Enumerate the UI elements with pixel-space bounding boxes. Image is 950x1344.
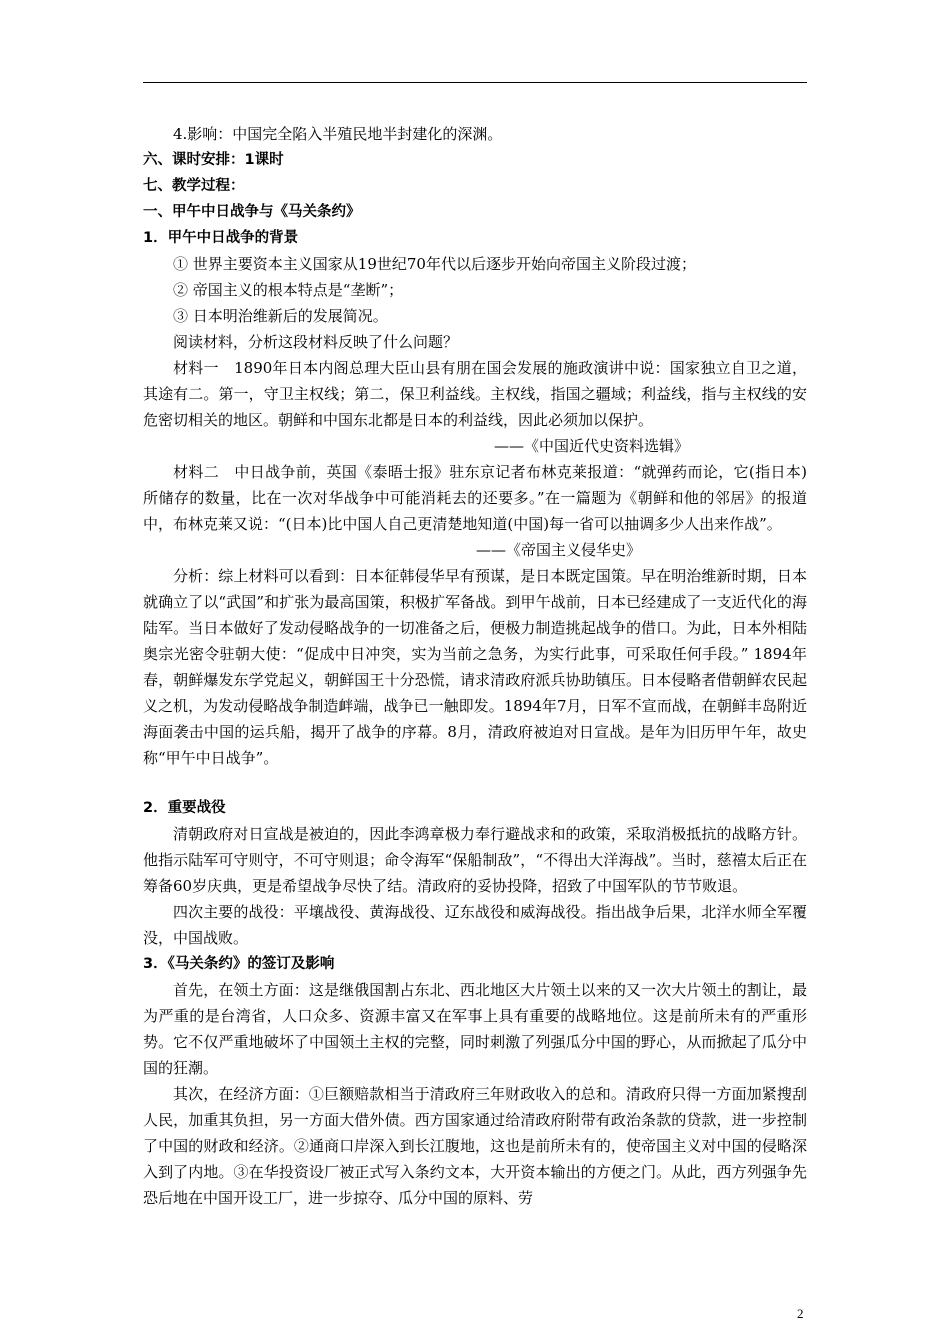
paragraph-gap [143, 771, 807, 795]
subheading-battles: 2．重要战役 [143, 800, 226, 816]
treaty-territory-paragraph: 首先，在领土方面：这是继俄国割占东北、西北地区大片领土以来的又一次大片领土的割让，最为严重的是台湾省，人口众多、资源丰富又在军事上具有重要的战略地位。这是前所未有的严重形势。它不仅严重地破坏了中国领土主权的完整，同时刺激了列强瓜分中国的野心，从而掀起了瓜分中国的狂潮。 [143, 981, 807, 1077]
page-number: 2 [797, 1306, 804, 1321]
subheading-background: 1．甲午中日战争的背景 [143, 230, 299, 246]
material-one-source: ——《中国近代史资料选辑》 [493, 437, 689, 455]
section-heading-schedule: 六、课时安排：1课时 [143, 152, 284, 168]
list-item: ② 帝国主义的根本特点是“垄断”； [173, 281, 404, 299]
material-two: 材料二 中日战争前，英国《泰晤士报》驻东京记者布林克莱报道：“就弹药而论，它(指日本)所储存的数量，比在一次对华战争中可能消耗去的还要多。”在一篇题为《朝鲜和他的邻居》的报道中，布林克莱又说：“(日本)比中国人自己更清楚地知道(中国)每一省可以抽调多少人出来作战”。 [143, 463, 807, 533]
section-heading-process: 七、教学过程： [143, 178, 245, 194]
treaty-economy-paragraph: 其次，在经济方面：①巨额赔款相当于清政府三年财政收入的总和。清政府只得一方面加紧搜刮人民，加重其负担，另一方面大借外债。西方国家通过给清政府附带有政治条款的贷款，进一步控制了中国的财政和经济。②通商口岸深入到长江腹地，这也是前所未有的，使帝国主义对中国的侵略深入到了内地。③在华投资设厂被正式写入条约文本，大开资本输出的方便之门。从此，西方列强争先恐后地在中国开设工厂，进一步掠夺、瓜分中国的原料、劳 [143, 1085, 807, 1207]
list-item: ① 世界主要资本主义国家从19世纪70年代以后逐步开始向帝国主义阶段过渡； [173, 255, 696, 273]
list-item: ③ 日本明治维新后的发展简况。 [173, 307, 388, 325]
subheading-treaty: 3．《马关条约》的签订及影响 [143, 956, 335, 972]
analysis-paragraph: 分析：综上材料可以看到：日本征韩侵华早有预谋，是日本既定国策。早在明治维新时期，日本就确立了以“武国”和扩张为最高国策，积极扩军备战。到甲午战前，日本已经建成了一支近代化的海陆军。当日本做好了发动侵略战争的一切准备之后，便极力制造挑起战争的借口。为此，日本外相陆奥宗光密令驻朝大使：“促成中日冲突，实为当前之急务，为实行此事，可采取任何手段。” 1894年春，朝鲜爆发东学党起义，朝鲜国王十分恐慌，请求清政府派兵协助镇压。日本侵略者借朝鲜农民起义之机，为发动侵略战争制造衅端，战争已一触即发。1894年7月，日军不宣而战，在朝鲜丰岛附近海面袭击中国的运兵船，揭开了战争的序幕。8月，清政府被迫对日宣战。是年为旧历甲午年，故史称“甲午中日战争”。 [143, 567, 807, 767]
impact-line: 4.影响：中国完全陷入半殖民地半封建化的深渊。 [173, 125, 503, 143]
section-heading-war: 一、甲午中日战争与《马关条约》 [143, 204, 361, 220]
question-prompt: 阅读材料，分析这段材料反映了什么问题？ [173, 333, 459, 351]
document-body [143, 121, 807, 1211]
header-rule [143, 82, 807, 83]
battles-paragraph: 清朝政府对日宣战是被迫的，因此李鸿章极力奉行避战求和的政策，采取消极抵抗的战略方针。他指示陆军可守则守，不可守则退；命令海军“保船制敌”，“不得出大洋海战”。当时，慈禧太后正在筹备60岁庆典，更是希望战争尽快了结。清政府的妥协投降，招致了中国军队的节节败退。 [143, 825, 807, 895]
material-two-source: ——《帝国主义侵华史》 [475, 541, 641, 559]
battles-summary: 四次主要的战役：平壤战役、黄海战役、辽东战役和威海战役。指出战争后果，北洋水师全军覆没，中国战败。 [143, 903, 807, 947]
material-one: 材料一 1890年日本内阁总理大臣山县有朋在国会发展的施政演讲中说：国家独立自卫之道，其途有二。第一，守卫主权线；第二，保卫利益线。主权线，指国之疆域；利益线，指与主权线的安危密切相关的地区。朝鲜和中国东北都是日本的利益线，因此必须加以保护。 [143, 359, 807, 429]
